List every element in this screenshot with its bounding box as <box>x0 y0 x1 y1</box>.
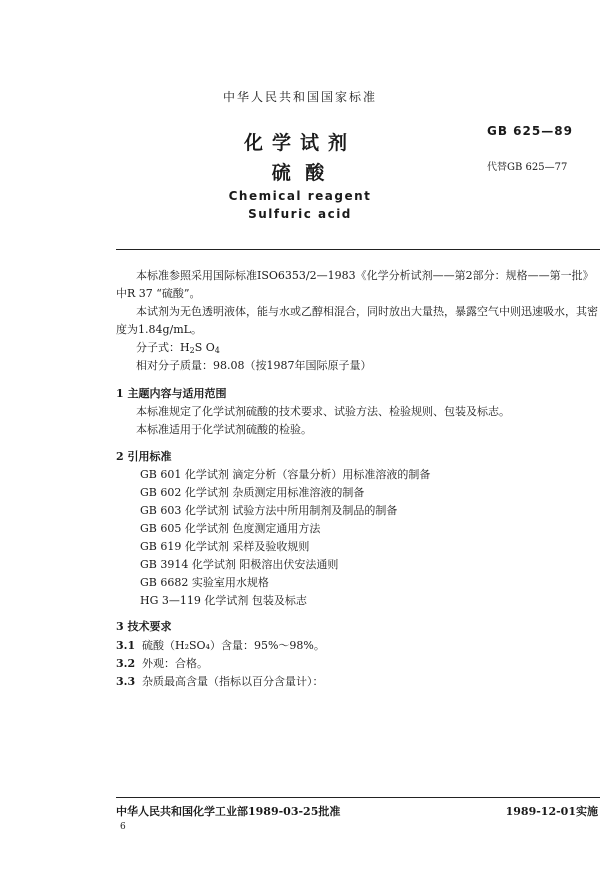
item-3-2-number: 3.2 <box>116 657 136 670</box>
intro-line-4: 度为1.84g/mL。 <box>116 323 202 336</box>
header-rule <box>116 249 600 250</box>
intro-line-3: 本试剂为无色透明液体，能与水或乙醇相混合，同时放出大量热，暴露空气中则迅速吸水，其密 <box>136 305 598 318</box>
section-3-heading: 3 技术要求 <box>116 620 172 633</box>
formula-so: S O <box>194 341 215 354</box>
ref-gb619: GB 619 化学试剂 采样及验收规则 <box>140 540 310 553</box>
ref-gb605: GB 605 化学试剂 色度测定通用方法 <box>140 522 321 535</box>
section-1-para-2: 本标准适用于化学试剂硫酸的检验。 <box>136 423 312 436</box>
formula-h: H <box>180 341 190 354</box>
subtitle-cn: 硫 酸 <box>271 162 329 184</box>
intro-line-1: 本标准参照采用国际标准ISO6353/2—1983《化学分析试剂——第2部分：规格——第一批》 <box>136 269 594 282</box>
footer-rule <box>116 797 600 798</box>
molecular-mass: 相对分子质量：98.08（按1987年国际原子量） <box>136 359 372 372</box>
issuing-body: 中华人民共和国国家标准 <box>222 90 377 104</box>
ref-gb603: GB 603 化学试剂 试验方法中所用制剂及制品的制备 <box>140 504 398 517</box>
item-3-3-text: 杂质最高含量（指标以百分含量计）： <box>142 675 324 688</box>
item-3-1-text: 硫酸（H₂SO₄）含量：95%～98%。 <box>142 639 325 652</box>
page-number: 6 <box>120 822 126 832</box>
formula-sub-2: 2 <box>189 346 195 355</box>
section-1-para-1: 本标准规定了化学试剂硫酸的技术要求、试验方法、检验规则、包装及标志。 <box>136 405 510 418</box>
title-en: Chemical reagent <box>228 189 372 203</box>
ref-gb6682: GB 6682 实验室用水规格 <box>140 576 269 589</box>
approval-statement: 中华人民共和国化学工业部1989-03-25批准 <box>116 805 341 818</box>
item-3-3 <box>116 673 324 689</box>
subtitle-en: Sulfuric acid <box>248 207 352 221</box>
item-3-1-number: 3.1 <box>116 639 136 652</box>
ref-gb3914: GB 3914 化学试剂 阳极溶出伏安法通则 <box>140 558 339 571</box>
replaces-standard: 代替GB 625—77 <box>487 162 568 173</box>
intro-line-2: 中R 37 “硫酸”。 <box>116 287 201 300</box>
section-2-heading: 2 引用标准 <box>116 450 172 463</box>
formula-label: 分子式： <box>136 341 180 354</box>
formula-sub-4: 4 <box>214 346 220 355</box>
implementation-date: 1989-12-01实施 <box>505 805 598 818</box>
item-3-1 <box>116 637 325 653</box>
standard-number: GB 625—89 <box>487 124 573 138</box>
item-3-3-number: 3.3 <box>116 675 136 688</box>
molecular-formula <box>136 339 220 355</box>
ref-hg3-119: HG 3—119 化学试剂 包装及标志 <box>140 594 307 607</box>
item-3-2-text: 外观：合格。 <box>142 657 208 670</box>
item-3-2 <box>116 655 208 671</box>
ref-gb601: GB 601 化学试剂 滴定分析（容量分析）用标准溶液的制备 <box>140 468 431 481</box>
title-cn: 化学试剂 <box>243 132 356 154</box>
section-1-heading: 1 主题内容与适用范围 <box>116 387 227 400</box>
ref-gb602: GB 602 化学试剂 杂质测定用标准溶液的制备 <box>140 486 365 499</box>
